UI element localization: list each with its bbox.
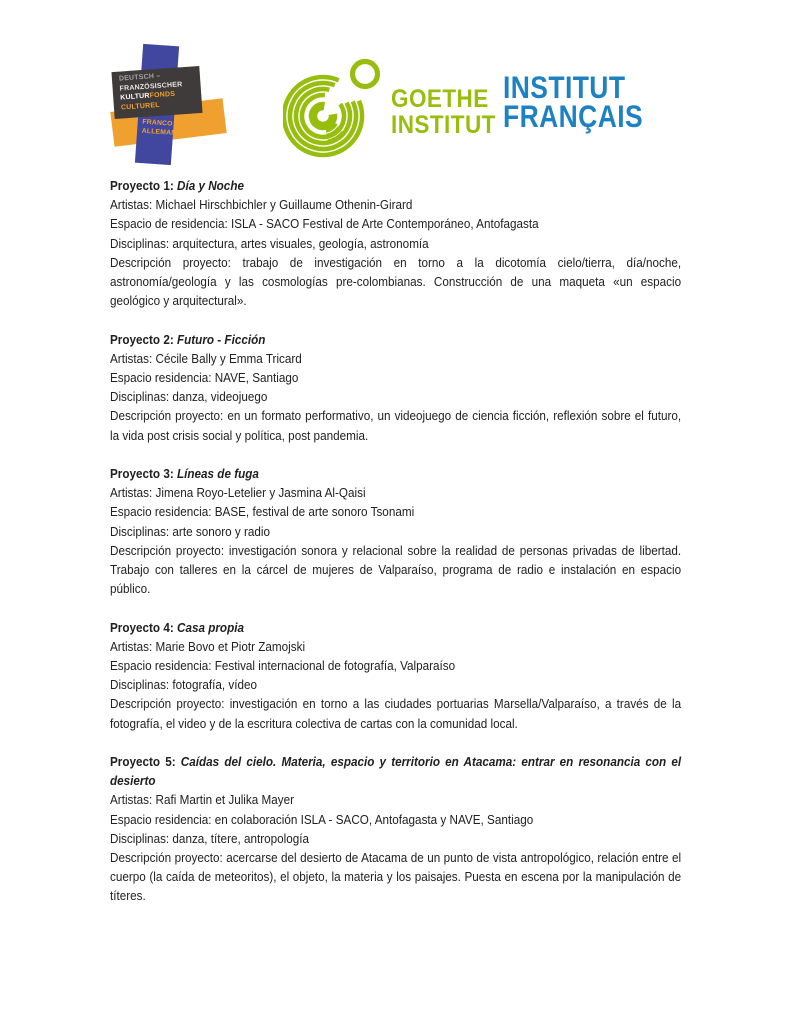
goethe-symbol-icon: [283, 56, 393, 168]
project-artists-line: Artistas: Jimena Royo-Letelier y Jasmina Al-Qaisi: [110, 485, 366, 501]
kulturfonds-logo: [112, 45, 228, 169]
project-label: Proyecto 4:: [110, 619, 174, 635]
project-artists-line: Artistas: Michael Hirschbichler y Guillaume Othenin-Girard: [110, 197, 413, 213]
project-label: Proyecto 5:: [110, 754, 176, 770]
project-name: Futuro - Ficción: [176, 331, 266, 347]
project-section-1: [110, 176, 681, 310]
project-artists-line: Artistas: Marie Bovo et Piotr Zamojski: [110, 638, 306, 654]
project-section-5: [110, 752, 681, 906]
project-residency-line: Espacio residencia: NAVE, Santiago: [110, 370, 299, 386]
project-artists-line: Artistas: Rafi Martin et Julika Mayer: [110, 792, 295, 808]
project-section-4: [110, 618, 681, 733]
project-title: [110, 752, 681, 790]
project-description: Descripción proyecto: acercarse del desierto de Atacama de un punto de vista antropológico, relación entre el cuerpo (la caída de meteoritos), el objeto, la materia y los paisajes. Puesta en escena por la manipulación de títeres.: [110, 850, 682, 904]
kulturfonds-line-kulturfonds: KULTURFONDS: [120, 90, 176, 102]
project-title: [110, 330, 681, 349]
project-label: Proyecto 3:: [110, 466, 174, 482]
project-description: Descripción proyecto: investigación sonora y relacional sobre la realidad de personas privadas de libertad. Trabajo con talleres en la cárcel de mujeres de Valparaíso, programa de radio e instalación en espacio público.: [110, 542, 682, 597]
goethe-word-goethe: GOETHE: [391, 85, 489, 113]
project-name: Caídas del cielo. Materia, espacio y territorio en Atacama: entrar en resonancia con el desierto: [110, 754, 682, 789]
kulturfonds-line-deutsch: DEUTSCH –: [118, 72, 161, 83]
project-title: [110, 618, 681, 637]
kulturfonds-dark-band: [111, 66, 202, 119]
project-label: Proyecto 2:: [110, 331, 174, 347]
header-logos: [0, 0, 791, 175]
kulturfonds-line-franzoesischer: FRANZÖSISCHER: [119, 80, 183, 93]
project-title: [110, 464, 681, 483]
project-name: Líneas de fuga: [176, 466, 259, 482]
project-artists-line: Artistas: Cécile Bally y Emma Tricard: [110, 350, 302, 366]
if-word-francais: FRANÇAIS: [503, 97, 644, 134]
goethe-word-institut: INSTITUT: [391, 111, 496, 139]
kulturfonds-french-lines: [141, 118, 182, 140]
kulturfonds-line-culturel: CULTUREL: [120, 101, 160, 112]
project-disciplines-line: Disciplinas: danza, videojuego: [110, 389, 268, 405]
project-residency-line: Espacio de residencia: ISLA - SACO Festival de Arte Contemporáneo, Antofagasta: [110, 216, 539, 232]
project-disciplines-line: Disciplinas: danza, títere, antropología: [110, 830, 310, 846]
project-description: Descripción proyecto: en un formato performativo, un videojuego de ciencia ficción, reflexión sobre el futuro, la vida post crisis social y política, post pandemia.: [110, 408, 682, 443]
document-content: [110, 176, 681, 925]
project-name: Día y Noche: [176, 178, 244, 193]
project-description: Descripción proyecto: trabajo de investigación en torno a la dicotomía cielo/tierra, día/noche, astronomía/geología y las cosmologías pre-colombianas. Construcción de una maqueta «un espacio geológico y arquitectural».: [110, 254, 682, 309]
project-section-2: [110, 330, 681, 445]
goethe-wordmark: [391, 86, 496, 138]
project-residency-line: Espacio residencia: en colaboración ISLA - SACO, Antofagasta y NAVE, Santiago: [110, 811, 534, 827]
project-description: Descripción proyecto: investigación en torno a las ciudades portuarias Marsella/Valparaíso, a través de la fotografía, el video y de la escritura colectiva de cartas con la comunidad local.: [110, 696, 682, 731]
project-disciplines-line: Disciplinas: arte sonoro y radio: [110, 523, 270, 539]
kulturfonds-line-franco: FRANCO –: [142, 118, 179, 129]
institut-francais-logo: [503, 69, 654, 143]
if-word-institut: INSTITUT: [503, 69, 626, 105]
project-disciplines-line: Disciplinas: arquitectura, artes visuales, geología, astronomía: [110, 235, 429, 251]
project-section-3: [110, 464, 681, 598]
project-residency-line: Espacio residencia: Festival internacional de fotografía, Valparaíso: [110, 658, 456, 674]
project-residency-line: Espacio residencia: BASE, festival de arte sonoro Tsonami: [110, 504, 415, 520]
goethe-institut-logo: [283, 56, 496, 168]
project-name: Casa propia: [176, 619, 244, 635]
kulturfonds-line-allemand: ALLEMAND: [141, 128, 182, 138]
project-label: Proyecto 1:: [110, 178, 174, 193]
project-title: [110, 176, 681, 195]
project-disciplines-line: Disciplinas: fotografía, vídeo: [110, 677, 258, 693]
